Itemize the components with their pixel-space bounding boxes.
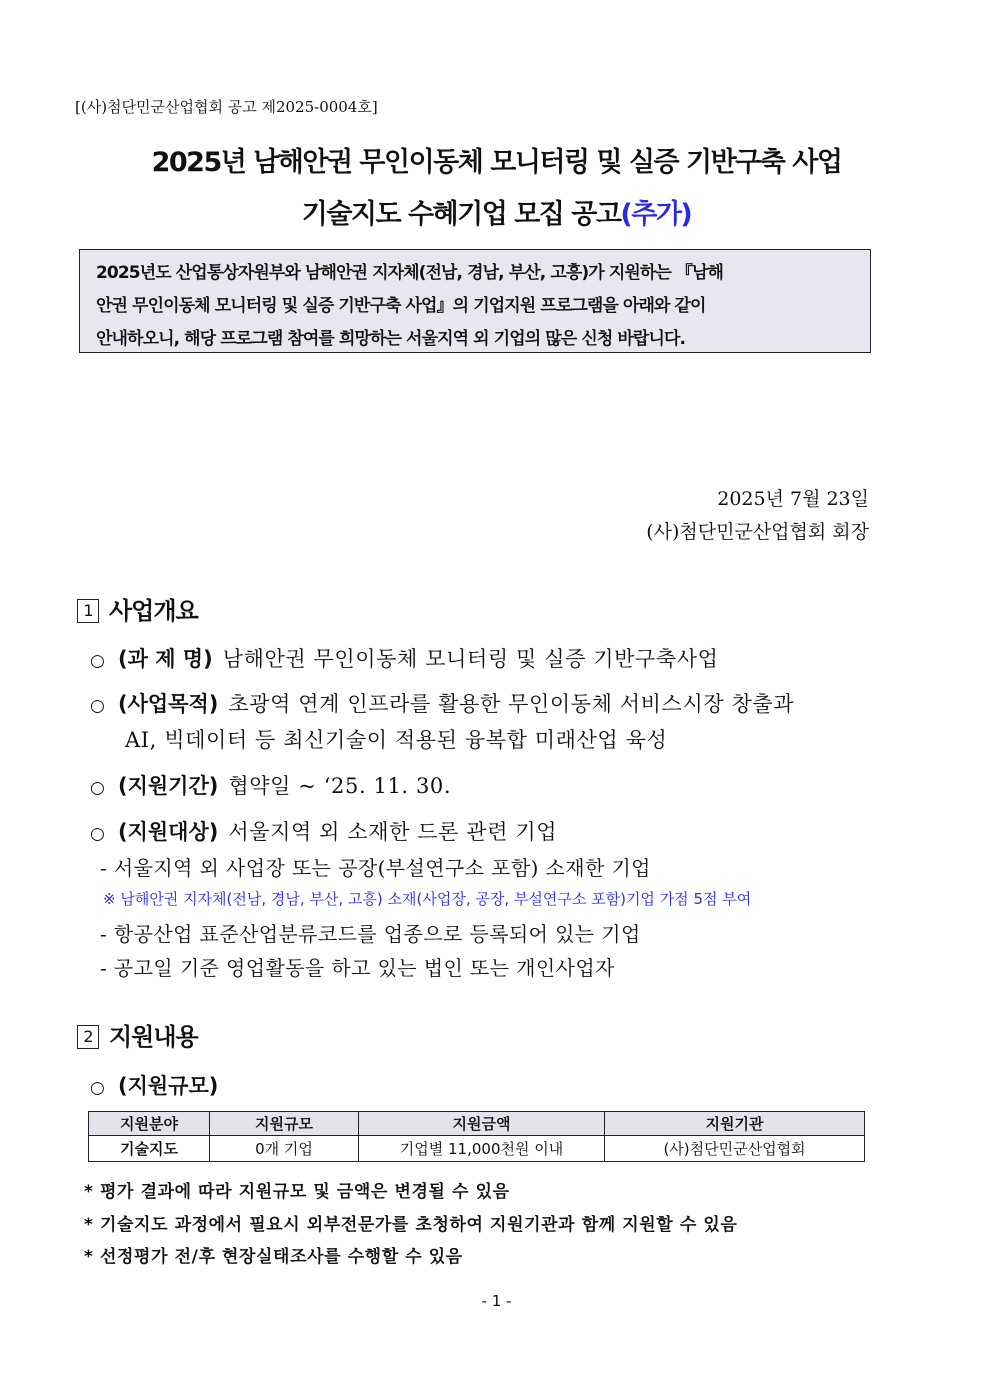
item-text: 서울지역 외 소재한 드론 관련 기업 <box>228 820 558 844</box>
title-suffix-added: (추가) <box>620 199 692 230</box>
title-line-2 <box>0 192 993 231</box>
item-label: (지원대상) <box>118 820 219 844</box>
bullet-circle-icon: ○ <box>90 778 106 798</box>
table-cell: 기업별 11,000천원 이내 <box>359 1136 605 1162</box>
summary-line-1: 2025년도 산업통상자원부와 남해안권 지자체(전남, 경남, 부산, 고흥)가 지원하는 『남해 <box>96 263 724 283</box>
item-period <box>90 770 451 800</box>
table-cell: (사)첨단민군산업협회 <box>605 1136 865 1162</box>
item-text: 초광역 연계 인프라를 활용한 무인이동체 서비스시장 창출과 <box>228 692 795 716</box>
section-2-title: 지원내용 <box>109 1023 198 1051</box>
bullet-circle-icon: ○ <box>90 824 106 844</box>
item-label: (과 제 명) <box>118 647 213 671</box>
target-sub-2: - 항공산업 표준산업분류코드를 업종으로 등록되어 있는 기업 <box>100 922 641 946</box>
bullet-circle-icon: ○ <box>90 696 106 716</box>
notice-number: [(사)첨단민군산업협회 공고 제2025-0004호] <box>75 98 378 116</box>
item-label: (사업목적) <box>118 692 219 716</box>
item-purpose-continued: AI, 빅데이터 등 최신기술이 적용된 융복합 미래산업 육성 <box>125 728 668 752</box>
bullet-circle-icon: ○ <box>90 1078 106 1098</box>
table-header: 지원금액 <box>359 1112 605 1136</box>
table-header: 지원분야 <box>89 1112 210 1136</box>
section-1-heading <box>77 591 198 626</box>
footnote-3: * 선정평가 전/후 현장실태조사를 수행할 수 있음 <box>84 1247 463 1267</box>
item-support-scale <box>90 1070 228 1100</box>
item-label: (지원기간) <box>118 774 219 798</box>
notice-date: 2025년 7월 23일 <box>717 488 869 510</box>
table-cell: 0개 기업 <box>210 1136 359 1162</box>
table-cell: 기술지도 <box>89 1136 210 1162</box>
table-row <box>89 1136 865 1162</box>
item-text: 협약일 ~ ‘25. 11. 30. <box>228 774 452 798</box>
bonus-note: ※ 남해안권 지자체(전남, 경남, 부산, 고흥) 소재(사업장, 공장, 부설연구소 포함)기업 가점 5점 부여 <box>103 890 752 908</box>
table-header: 지원규모 <box>210 1112 359 1136</box>
target-sub-1: - 서울지역 외 사업장 또는 공장(부설연구소 포함) 소재한 기업 <box>100 856 651 880</box>
section-1-number: 1 <box>77 599 99 623</box>
table-header: 지원기관 <box>605 1112 865 1136</box>
section-2-heading <box>77 1017 198 1052</box>
target-sub-3: - 공고일 기준 영업활동을 하고 있는 법인 또는 개인사업자 <box>100 956 615 980</box>
item-project-name <box>90 643 719 673</box>
title-line-1: 2025년 남해안권 무인이동체 모니터링 및 실증 기반구축 사업 <box>151 147 842 178</box>
summary-box <box>79 249 871 353</box>
bullet-circle-icon: ○ <box>90 651 106 671</box>
item-text: 남해안권 무인이동체 모니터링 및 실증 기반구축사업 <box>222 647 719 671</box>
section-1-title: 사업개요 <box>109 597 198 625</box>
support-table <box>88 1111 865 1162</box>
item-purpose <box>90 688 794 718</box>
page-number: - 1 - <box>481 1292 512 1310</box>
item-label: (지원규모) <box>118 1074 219 1098</box>
table-header-row <box>89 1112 865 1136</box>
summary-line-3: 안내하오니, 해당 프로그램 참여를 희망하는 서울지역 외 기업의 많은 신청 바랍니다. <box>96 329 686 349</box>
footnote-1: * 평가 결과에 따라 지원규모 및 금액은 변경될 수 있음 <box>84 1182 510 1202</box>
issuer-org: (사)첨단민군산업협회 회장 <box>646 521 869 543</box>
footnote-2: * 기술지도 과정에서 필요시 외부전문가를 초청하여 지원기관과 함께 지원할 수 있음 <box>84 1215 738 1235</box>
title-main: 기술지도 수혜기업 모집 공고 <box>301 199 621 230</box>
item-target <box>90 816 557 846</box>
summary-line-2: 안권 무인이동체 모니터링 및 실증 기반구축 사업』의 기업지원 프로그램을 아래와 같이 <box>96 296 706 316</box>
section-2-number: 2 <box>77 1025 99 1049</box>
